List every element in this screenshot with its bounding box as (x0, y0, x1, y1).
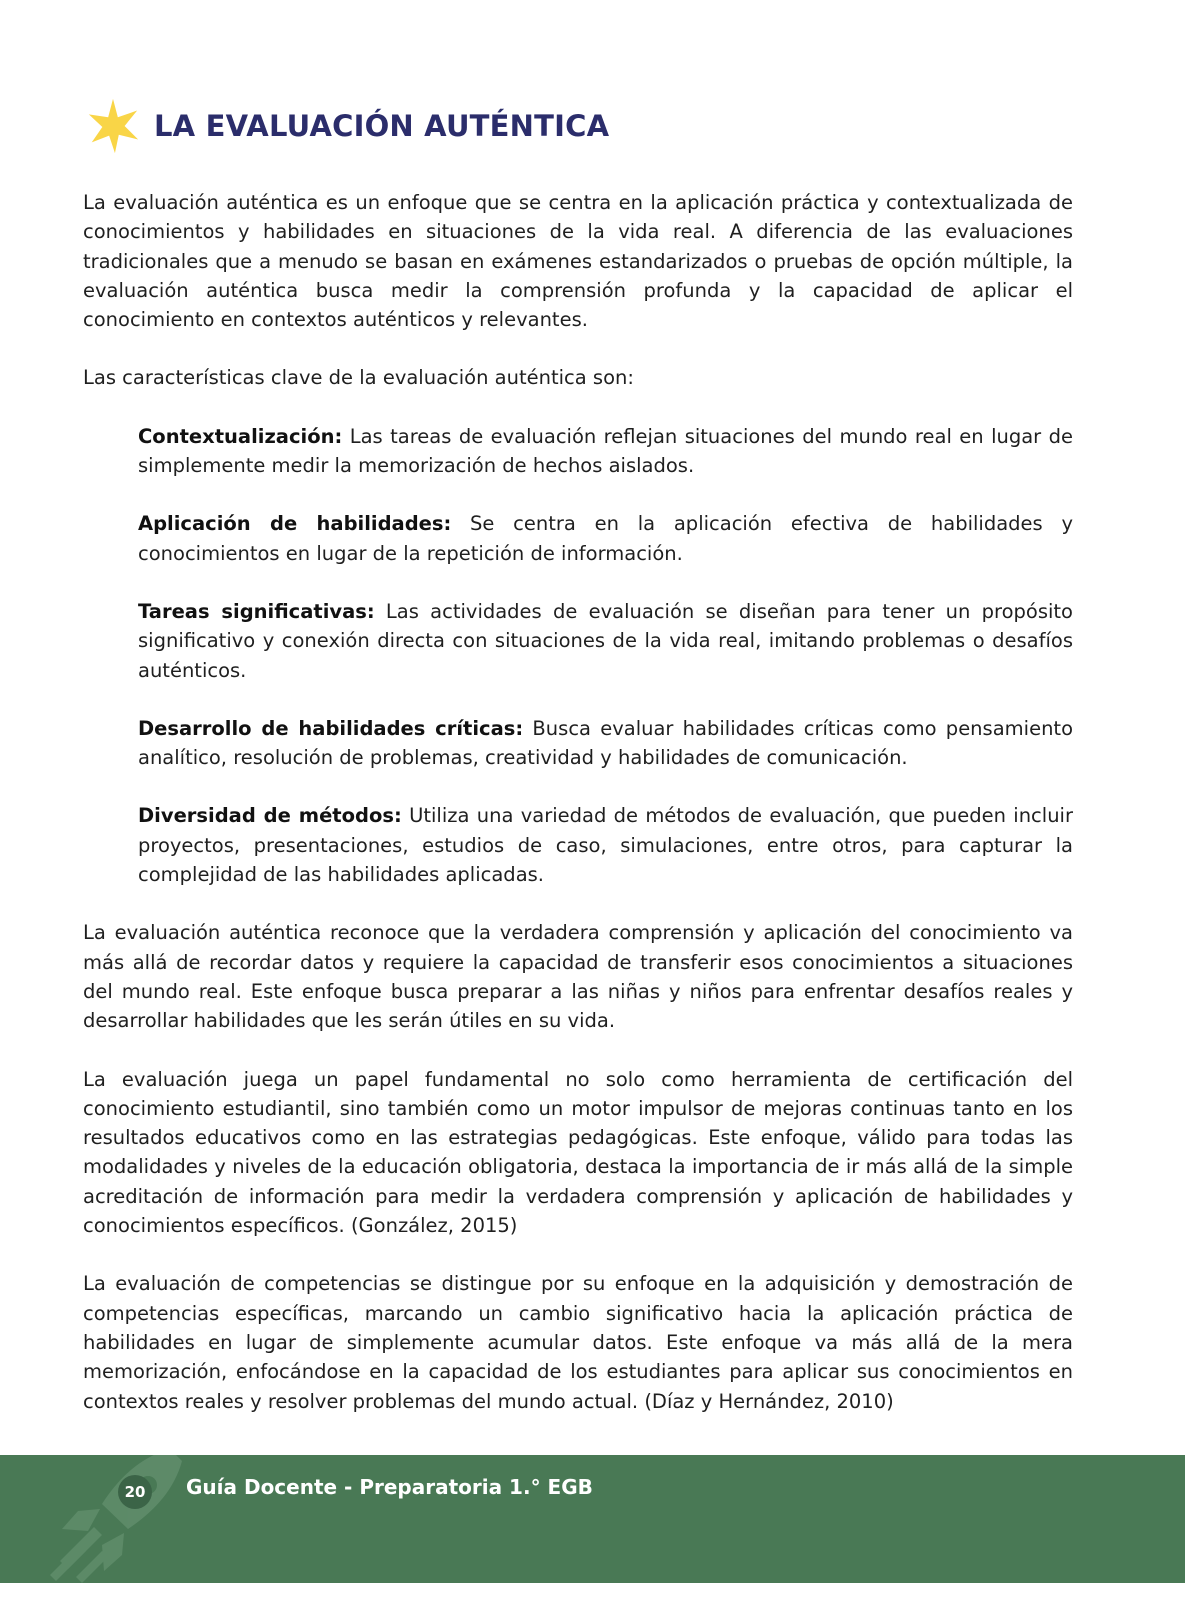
characteristic-item (138, 509, 1073, 568)
characteristic-text: Las actividades de evaluación se diseñan para tener un propósito significativo y conexión directa con situaciones de la vida real, imitando problemas o desafíos auténticos. (138, 599, 1073, 682)
characteristic-term: Diversidad de métodos: (138, 804, 402, 828)
body-text (83, 188, 1073, 1416)
characteristic-term: Tareas significativas: (138, 599, 375, 623)
body-paragraph: La evaluación juega un papel fundamental no solo como herramienta de certificación del conocimiento estudiantil, sino también como un motor impulsor de mejoras continuas tanto en los resultados educativos como en las estrategias pedagógicas. Este enfoque, válido para todas las modalidades y niveles de la educación obligatoria, destaca la importancia de ir más allá de la simple acreditación de información para medir la verdadera comprensión y aplicación de habilidades y conocimientos específicos. (González, 2015) (83, 1067, 1073, 1238)
page-footer (0, 1455, 1185, 1583)
body-paragraph: La evaluación auténtica reconoce que la verdadera comprensión y aplicación del conocimiento va más allá de recordar datos y requiere la capacidad de transferir esos conocimientos a situaciones del mundo real. Este enfoque busca preparar a las niñas y niños para enfrentar desafíos reales y desarrollar habilidades que les serán útiles en su vida. (83, 921, 1073, 1033)
characteristic-text: Busca evaluar habilidades críticas como pensamiento analítico, resolución de problemas, creatividad y habilidades de comunicación. (138, 716, 1073, 770)
characteristic-item (138, 597, 1073, 685)
characteristic-term: Aplicación de habilidades: (138, 512, 452, 536)
intro-paragraph: La evaluación auténtica es un enfoque que se centra en la aplicación práctica y contextualizada de conocimientos y habilidades en situaciones de la vida real. A diferencia de las evaluaciones tradicionales que a menudo se basan en exámenes estandarizados o pruebas de opción múltiple, la evaluación auténtica busca medir la comprensión profunda y la capacidad de aplicar el conocimiento en contextos auténticos y relevantes. (83, 191, 1073, 332)
characteristic-item (138, 801, 1073, 889)
star-icon (84, 97, 142, 155)
page-title: LA EVALUACIÓN AUTÉNTICA (154, 109, 610, 143)
characteristic-text: Se centra en la aplicación efectiva de habilidades y conocimientos en lugar de la repetición de información. (138, 512, 1073, 565)
characteristic-text: Utiliza una variedad de métodos de evaluación, que pueden incluir proyectos, presentaciones, estudios de caso, simulaciones, entre otros, para capturar la complejidad de las habilidades aplicadas. (138, 804, 1073, 887)
rocket-icon (40, 1455, 190, 1583)
list-intro: Las características clave de la evaluación auténtica son: (83, 366, 634, 390)
characteristic-term: Contextualización: (138, 424, 343, 448)
characteristic-item (138, 714, 1073, 773)
page-number: 20 (118, 1475, 152, 1509)
characteristic-term: Desarrollo de habilidades críticas: (138, 716, 524, 740)
characteristic-item (138, 422, 1073, 481)
section-header (84, 96, 609, 156)
body-paragraph: La evaluación de competencias se distingue por su enfoque en la adquisición y demostración de competencias específicas, marcando un cambio significativo hacia la aplicación práctica de habilidades en lugar de simplemente acumular datos. Este enfoque va más allá de la mera memorización, enfocándose en la capacidad de los estudiantes para aplicar sus conocimientos en contextos reales y resolver problemas del mundo actual. (Díaz y Hernández, 2010) (83, 1272, 1073, 1413)
characteristic-text: Las tareas de evaluación reflejan situaciones del mundo real en lugar de simplemente medir la memorización de hechos aislados. (138, 424, 1073, 478)
footer-title: Guía Docente - Preparatoria 1.° EGB (186, 1475, 593, 1499)
